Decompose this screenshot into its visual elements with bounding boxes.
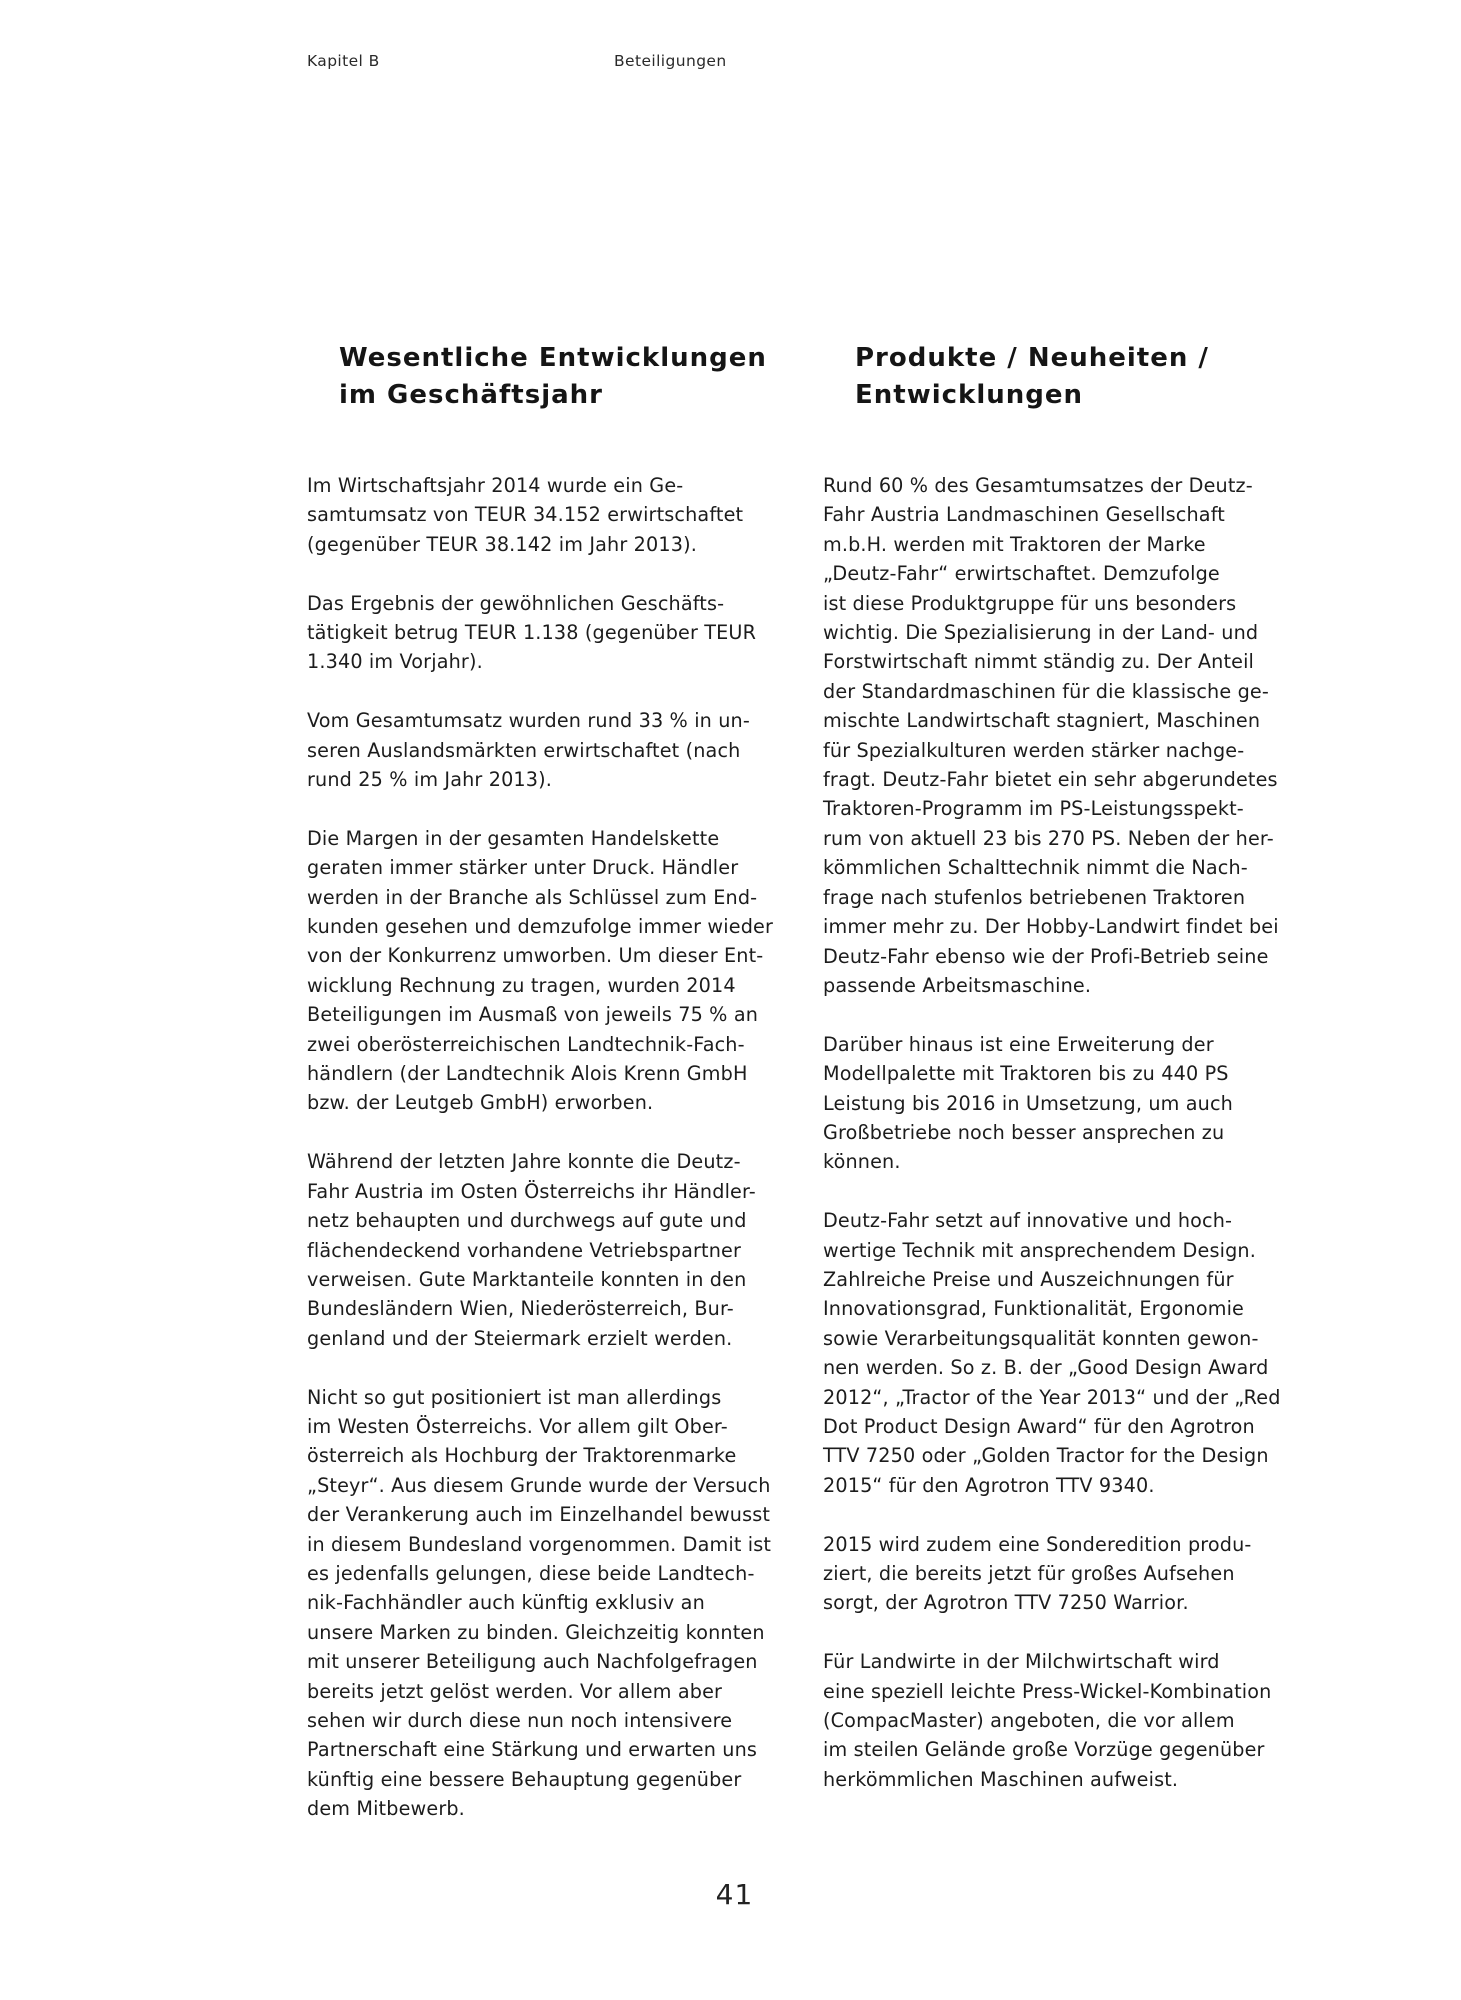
text-line: in diesem Bundesland vorgenommen. Damit ist <box>307 1532 772 1556</box>
text-line: sorgt, der Agrotron TTV 7250 Warrior. <box>823 1591 1189 1615</box>
text-line: Während der letzten Jahre konnte die Deutz- <box>307 1150 741 1174</box>
text-line: nen werden. So z. B. der „Good Design Award <box>823 1356 1269 1380</box>
text-line: Deutz-Fahr ebenso wie der Profi-Betrieb seine <box>823 944 1269 968</box>
text-line: Modellpalette mit Traktoren bis zu 440 PS <box>823 1062 1229 1086</box>
text-line: dem Mitbewerb. <box>307 1797 465 1821</box>
text-line: flächendeckend vorhandene Vetriebspartner <box>307 1238 742 1262</box>
text-line: bzw. der Leutgeb GmbH) erworben. <box>307 1091 654 1115</box>
text-line: passende Arbeitsmaschine. <box>823 973 1092 997</box>
title-line: Wesentliche Entwicklungen <box>339 343 767 373</box>
text-line: herkömmlichen Maschinen aufweist. <box>823 1767 1179 1791</box>
text-line: Beteiligungen im Ausmaß von jeweils 75 % an <box>307 1003 759 1027</box>
text-line: netz behaupten und durchwegs auf gute und <box>307 1209 747 1233</box>
text-line: mischte Landwirtschaft stagniert, Maschinen <box>823 709 1261 733</box>
text-line: Dot Product Design Award“ für den Agrotron <box>823 1414 1255 1438</box>
body-paragraph <box>307 589 787 677</box>
title-line: Produkte / Neuheiten / <box>855 343 1209 373</box>
left-body <box>307 471 787 1824</box>
text-line: geraten immer stärker unter Druck. Händler <box>307 856 739 880</box>
text-line: Vom Gesamtumsatz wurden rund 33 % in un- <box>307 709 750 733</box>
text-line: der Verankerung auch im Einzelhandel bewusst <box>307 1503 771 1527</box>
text-line: im steilen Gelände große Vorzüge gegenüber <box>823 1738 1265 1762</box>
text-line: wichtig. Die Spezialisierung in der Land- und <box>823 621 1259 645</box>
text-line: mit unserer Beteiligung auch Nachfolgefragen <box>307 1650 758 1674</box>
text-line: frage nach stufenlos betriebenen Traktoren <box>823 885 1246 909</box>
text-line: 2015“ für den Agrotron TTV 9340. <box>823 1473 1155 1497</box>
text-line: österreich als Hochburg der Traktorenmarke <box>307 1444 737 1468</box>
text-line: Traktoren-Programm im PS-Leistungsspekt- <box>823 797 1244 821</box>
text-line: verweisen. Gute Marktanteile konnten in den <box>307 1267 747 1291</box>
text-line: Rund 60 % des Gesamtumsatzes der Deutz- <box>823 474 1253 497</box>
text-line: ist diese Produktgruppe für uns besonders <box>823 591 1237 615</box>
body-paragraph <box>823 1647 1313 1794</box>
text-line: immer mehr zu. Der Hobby-Landwirt findet bei <box>823 915 1279 939</box>
text-line: 2015 wird zudem eine Sonderedition produ- <box>823 1532 1252 1556</box>
text-line: Die Margen in der gesamten Handelskette <box>307 826 720 850</box>
text-line: Zahlreiche Preise und Auszeichnungen für <box>823 1267 1234 1291</box>
text-line: Großbetriebe noch besser ansprechen zu <box>823 1120 1225 1144</box>
text-line: händlern (der Landtechnik Alois Krenn GmbH <box>307 1062 748 1086</box>
text-line: ziert, die bereits jetzt für großes Aufsehen <box>823 1561 1235 1585</box>
body-paragraph <box>823 1206 1313 1500</box>
body-paragraph <box>823 1030 1313 1177</box>
text-line: Bundesländern Wien, Niederösterreich, Bur- <box>307 1297 734 1321</box>
text-line: samtumsatz von TEUR 34.152 erwirtschaftet <box>307 503 744 527</box>
text-line: künftig eine bessere Behauptung gegenüber <box>307 1767 742 1791</box>
text-line: Forstwirtschaft nimmt ständig zu. Der Anteil <box>823 650 1255 674</box>
text-line: eine speziell leichte Press-Wickel-Kombination <box>823 1679 1272 1703</box>
text-line: Fahr Austria im Osten Österreichs ihr Händler- <box>307 1179 756 1203</box>
text-line: es jedenfalls gelungen, diese beide Landtech- <box>307 1561 755 1585</box>
body-paragraph <box>307 706 787 794</box>
text-line: Leistung bis 2016 in Umsetzung, um auch <box>823 1091 1233 1115</box>
right-body <box>823 471 1313 1794</box>
text-line: unsere Marken zu binden. Gleichzeitig konnten <box>307 1620 765 1644</box>
body-paragraph <box>823 1530 1313 1618</box>
section-title-products <box>855 340 1313 414</box>
title-line: im Geschäftsjahr <box>339 380 603 410</box>
text-line: (gegenüber TEUR 38.142 im Jahr 2013). <box>307 532 697 556</box>
text-line: Innovationsgrad, Funktionalität, Ergonomie <box>823 1297 1245 1321</box>
body-paragraph <box>823 471 1313 1000</box>
text-line: sowie Verarbeitungsqualität konnten gewon- <box>823 1326 1259 1350</box>
text-line: Für Landwirte in der Milchwirtschaft wird <box>823 1650 1220 1674</box>
running-header-section: Beteiligungen <box>614 52 727 70</box>
text-line: Im Wirtschaftsjahr 2014 wurde ein Ge- <box>307 474 684 497</box>
body-paragraph <box>307 471 787 559</box>
section-title-developments <box>339 340 787 414</box>
text-line: im Westen Österreichs. Vor allem gilt Ober- <box>307 1414 728 1438</box>
text-line: Das Ergebnis der gewöhnlichen Geschäfts- <box>307 591 725 615</box>
text-line: m.b.H. werden mit Traktoren der Marke <box>823 532 1206 556</box>
text-line: Darüber hinaus ist eine Erweiterung der <box>823 1032 1214 1056</box>
page-number: 41 <box>715 1878 754 1911</box>
text-line: 1.340 im Vorjahr). <box>307 650 483 674</box>
text-line: Deutz-Fahr setzt auf innovative und hoch- <box>823 1209 1233 1233</box>
text-line: genland und der Steiermark erzielt werden. <box>307 1326 733 1350</box>
text-line: fragt. Deutz-Fahr bietet ein sehr abgerundetes <box>823 768 1278 792</box>
body-paragraph <box>307 824 787 1118</box>
text-line: rum von aktuell 23 bis 270 PS. Neben der her- <box>823 826 1274 850</box>
text-line: Fahr Austria Landmaschinen Gesellschaft <box>823 503 1225 527</box>
text-line: können. <box>823 1150 901 1174</box>
text-line: „Steyr“. Aus diesem Grunde wurde der Versuch <box>307 1473 771 1497</box>
text-line: Nicht so gut positioniert ist man allerdings <box>307 1385 722 1409</box>
text-line: wicklung Rechnung zu tragen, wurden 2014 <box>307 973 736 997</box>
body-paragraph <box>307 1383 787 1824</box>
text-line: wertige Technik mit ansprechendem Design. <box>823 1238 1256 1262</box>
text-line: Partnerschaft eine Stärkung und erwarten uns <box>307 1738 758 1762</box>
text-line: bereits jetzt gelöst werden. Vor allem aber <box>307 1679 723 1703</box>
left-column <box>307 340 787 1853</box>
running-header-chapter: Kapitel B <box>307 52 380 70</box>
text-line: der Standardmaschinen für die klassische ge- <box>823 679 1269 703</box>
text-line: nik-Fachhändler auch künftig exklusiv an <box>307 1591 705 1615</box>
text-line: werden in der Branche als Schlüssel zum End- <box>307 885 758 909</box>
text-line: „Deutz-Fahr“ erwirtschaftet. Demzufolge <box>823 562 1220 586</box>
text-line: für Spezialkulturen werden stärker nachge- <box>823 738 1245 762</box>
text-line: seren Auslandsmärkten erwirtschaftet (nach <box>307 738 741 762</box>
text-line: rund 25 % im Jahr 2013). <box>307 768 553 792</box>
text-line: tätigkeit betrug TEUR 1.138 (gegenüber TEUR <box>307 621 757 645</box>
title-line: Entwicklungen <box>855 380 1084 410</box>
text-line: TTV 7250 oder „Golden Tractor for the Design <box>823 1444 1269 1468</box>
right-column <box>823 340 1313 1824</box>
text-line: 2012“, „Tractor of the Year 2013“ und der „Red <box>823 1385 1281 1409</box>
text-line: von der Konkurrenz umworben. Um dieser Ent- <box>307 944 764 968</box>
text-line: zwei oberösterreichischen Landtechnik-Fach- <box>307 1032 745 1056</box>
text-line: (CompacMaster) angeboten, die vor allem <box>823 1709 1235 1732</box>
text-line: kömmlichen Schalttechnik nimmt die Nach- <box>823 856 1248 880</box>
text-line: sehen wir durch diese nun noch intensivere <box>307 1708 733 1732</box>
text-line: kunden gesehen und demzufolge immer wieder <box>307 915 774 939</box>
body-paragraph <box>307 1147 787 1353</box>
